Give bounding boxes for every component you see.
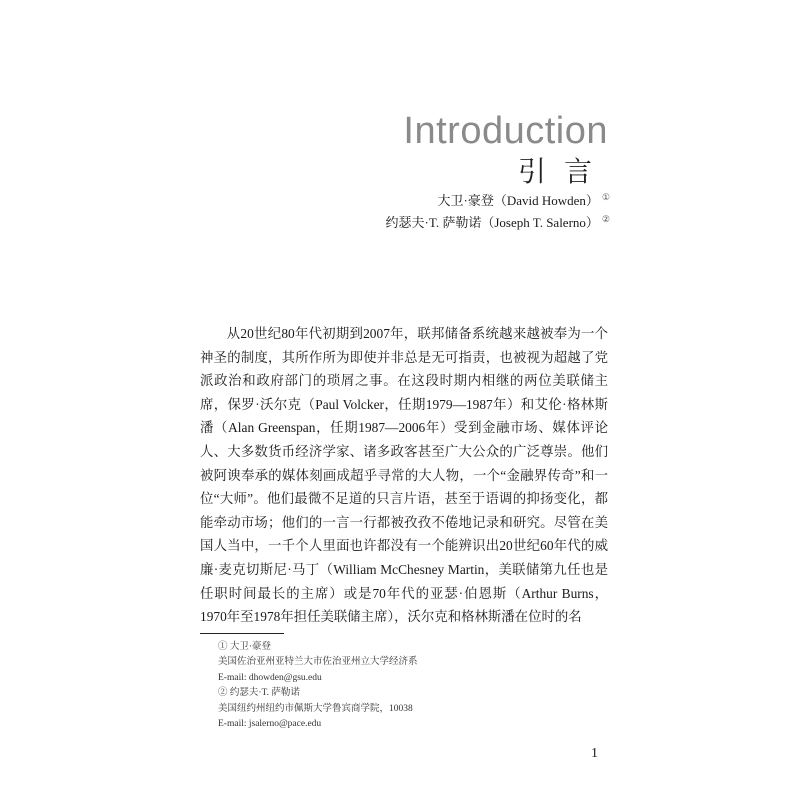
page-number: 1 [591,746,598,761]
footnote-line: ① 大卫·豪登 [218,642,272,652]
author-1 [438,190,610,209]
footnote-email: E-mail: dhowden@gsu.edu [218,672,322,683]
author-name: 大卫·豪登（David Howden） [437,193,599,208]
footnote-line: 美国佐治亚州亚特兰大市佐治亚州立大学经济系 [218,657,418,668]
title-english: Introduction [403,110,608,152]
footnote-divider [200,633,284,634]
footnotes [218,640,418,732]
footnote-email: E-mail: jsalerno@pace.edu [218,719,322,730]
footnote-line: 美国纽约州纽约市佩斯大学鲁宾商学院，10038 [218,703,413,714]
author-name: 约瑟夫·T. 萨勒诺（Joseph T. Salerno） [385,215,599,230]
footnote-line: ② 约瑟夫·T. 萨勒诺 [218,688,300,699]
footnote-mark: ② [601,213,610,224]
author-2 [386,212,610,231]
footnote-mark: ① [601,191,610,202]
title-chinese: 引言 [517,157,610,188]
body-paragraph: 从20世纪80年代初期到2007年，联邦储备系统越来越被奉为一个神圣的制度，其所作所为即使并非总是无可指责，也被视为超越了党派政治和政府部门的琐屑之事。在这段时期内相继的两位美联储主席，保罗·沃尔克（Paul Volcker，任期1979—1987年）和艾伦·格林斯潘（Alan Greenspan，任期1987—2006年）受到金融市场、媒体评论人、大多数货币经济学家、诸多政客甚至广大公众的广泛尊崇。他们被阿谀奉承的媒体刻画成超乎寻常的大人物，一个“金融界传奇”和一位“大师”。他们最微不足道的只言片语，甚至于语调的抑扬变化，都能牵动市场；他们的一言一行都被孜孜不倦地记录和研究。尽管在美国人当中，一千个人里面也许都没有一个能辨识出20世纪60年代的威廉·麦克切斯尼·马丁（William McChesney Martin，美联储第九任也是任职时间最长的主席）或是70年代的亚瑟·伯恩斯（Arthur Burns，1970年至1978年担任美联储主席），沃尔克和格林斯潘在位时的名 [200,326,608,625]
